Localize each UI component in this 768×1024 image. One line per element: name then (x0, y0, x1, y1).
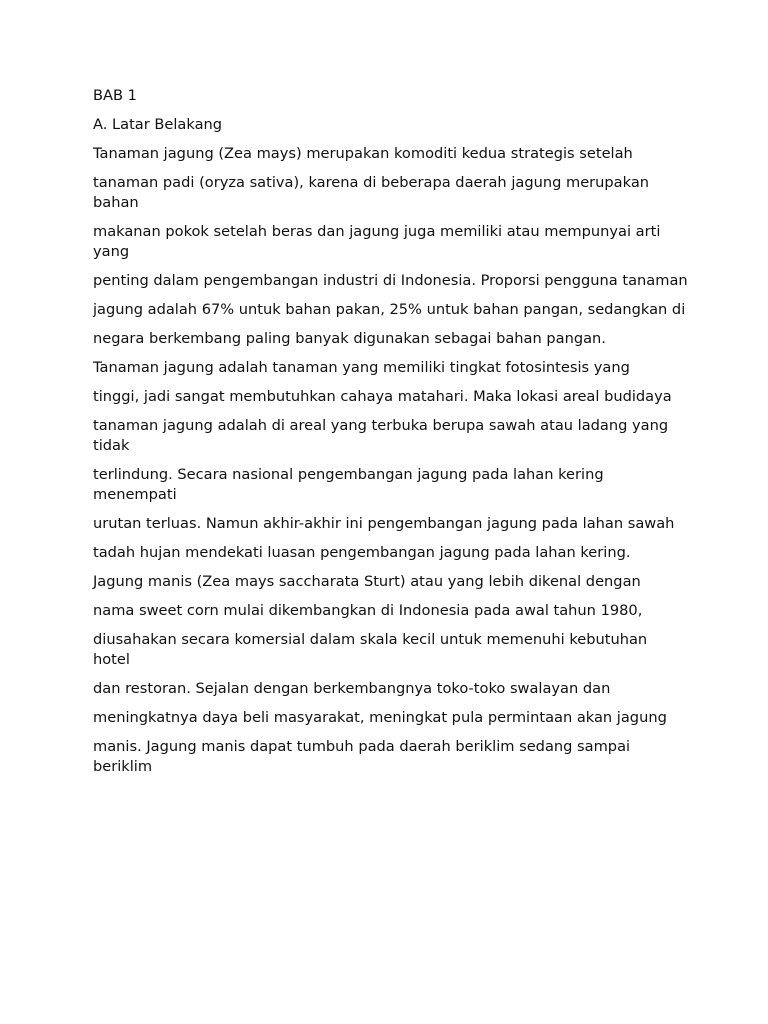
body-line: nama sweet corn mulai dikembangkan di Indonesia pada awal tahun 1980, (93, 602, 643, 619)
body-line: Jagung manis (Zea mays saccharata Sturt) atau yang lebih dikenal dengan (93, 573, 641, 590)
body-line: tanaman padi (oryza sativa), karena di beberapa daerah jagung merupakan bahan (93, 174, 650, 211)
body-line: diusahakan secara komersial dalam skala kecil untuk memenuhi kebutuhan hotel (93, 631, 648, 668)
body-line: manis. Jagung manis dapat tumbuh pada daerah beriklim sedang sampai beriklim (93, 738, 631, 775)
body-line: Tanaman jagung adalah tanaman yang memiliki tingkat fotosintesis yang (93, 359, 630, 376)
section-heading: A. Latar Belakang (93, 116, 223, 133)
body-line: urutan terluas. Namun akhir-akhir ini pengembangan jagung pada lahan sawah (93, 515, 675, 532)
body-line: meningkatnya daya beli masyarakat, meningkat pula permintaan akan jagung (93, 709, 667, 726)
body-line: penting dalam pengembangan industri di Indonesia. Proporsi pengguna tanaman (93, 272, 688, 289)
body-line: terlindung. Secara nasional pengembangan jagung pada lahan kering menempati (93, 466, 604, 503)
body-line: dan restoran. Sejalan dengan berkembangnya toko-toko swalayan dan (93, 680, 611, 697)
body-line: tinggi, jadi sangat membutuhkan cahaya matahari. Maka lokasi areal budidaya (93, 388, 672, 405)
body-line: Tanaman jagung (Zea mays) merupakan komoditi kedua strategis setelah (93, 145, 633, 162)
body-line: negara berkembang paling banyak digunakan sebagai bahan pangan. (93, 330, 606, 347)
body-line: tanaman jagung adalah di areal yang terbuka berupa sawah atau ladang yang tidak (93, 417, 669, 454)
chapter-heading: BAB 1 (93, 87, 137, 104)
body-line: jagung adalah 67% untuk bahan pakan, 25% untuk bahan pangan, sedangkan di (93, 301, 686, 318)
body-line: tadah hujan mendekati luasan pengembangan jagung pada lahan kering. (93, 544, 631, 561)
body-line: makanan pokok setelah beras dan jagung juga memiliki atau mempunyai arti yang (93, 223, 661, 260)
